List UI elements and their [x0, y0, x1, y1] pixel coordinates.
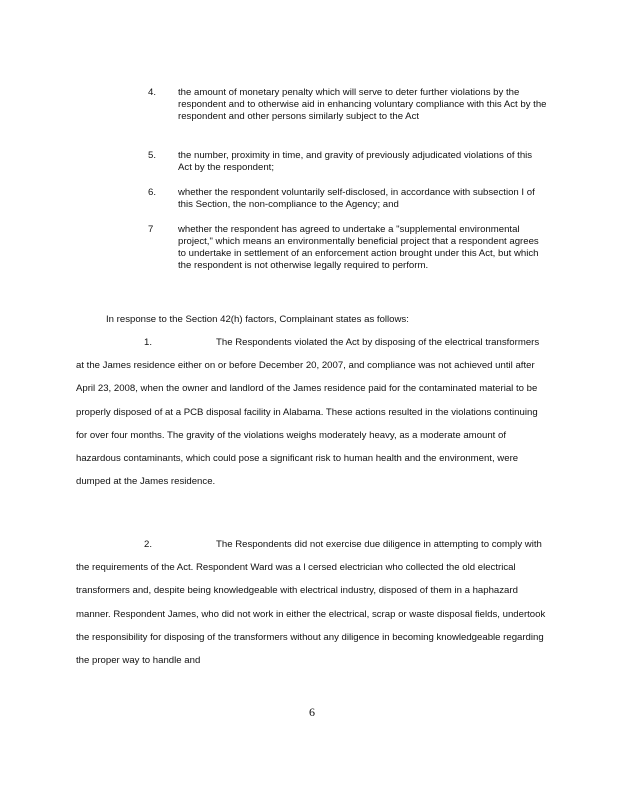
factor-text: whether the respondent voluntarily self-disclosed, in accordance with subsection I of this Section, the non-compliance to the Agency; and	[178, 187, 535, 210]
paragraph-text: The Respondents did not exercise due diligence in attempting to comply with the requirements of the Act. Respondent Ward was a l cersed electrician who collected the old electrical transformers and, despite being knowledgeable with electrical industry, disposed of them in a haphazard manner. Respondent James, who did not work in either the electrical, scrap or waste disposal fields, undertook the responsibility for disposing of the transformers without any diligence in becoming knowledgeable regarding the proper way to handle and	[76, 539, 546, 667]
page-number: 6	[309, 705, 315, 719]
response-paragraph	[76, 533, 548, 672]
paragraph-text: The Respondents violated the Act by disposing of the electrical transformers at the James residence either on or before December 20, 2007, and compliance was not achieved until after April 23, 2008, when the owner and landlord of the James residence paid for the contaminated material to be properly disposed of at a PCB disposal facility in Alabama. These actions resulted in the violations continuing for over four months. The gravity of the violations weighs moderately heavy, as a moderate amount of hazardous contaminants, which could pose a significant risk to human health and the environment, were dumped at the James residence.	[76, 337, 540, 488]
factor-number: 7	[148, 224, 154, 235]
response-intro: In response to the Section 42(h) factors, Complainant states as follows:	[106, 314, 409, 325]
factor-number: 6.	[148, 187, 157, 198]
response-paragraph	[76, 331, 548, 493]
factor-text: whether the respondent has agreed to undertake a "supplemental environmental project," which means an environmentally beneficial project that a respondent agrees to undertake in settlement of an enforcement action brought under this Act, but which the respondent is not otherwise legally required to perform.	[178, 224, 539, 271]
factor-text: the amount of monetary penalty which will serve to deter further violations by the respondent and to otherwise aid in enhancing voluntary compliance with this Act by the respondent and other persons similarly subject to the Act	[178, 87, 547, 122]
factor-text: the number, proximity in time, and gravity of previously adjudicated violations of this Act by the respondent;	[178, 150, 533, 173]
paragraph-number: 1.	[144, 337, 153, 348]
paragraph-number: 2.	[144, 539, 153, 550]
factor-number: 5.	[148, 150, 157, 161]
factor-number: 4.	[148, 87, 157, 98]
